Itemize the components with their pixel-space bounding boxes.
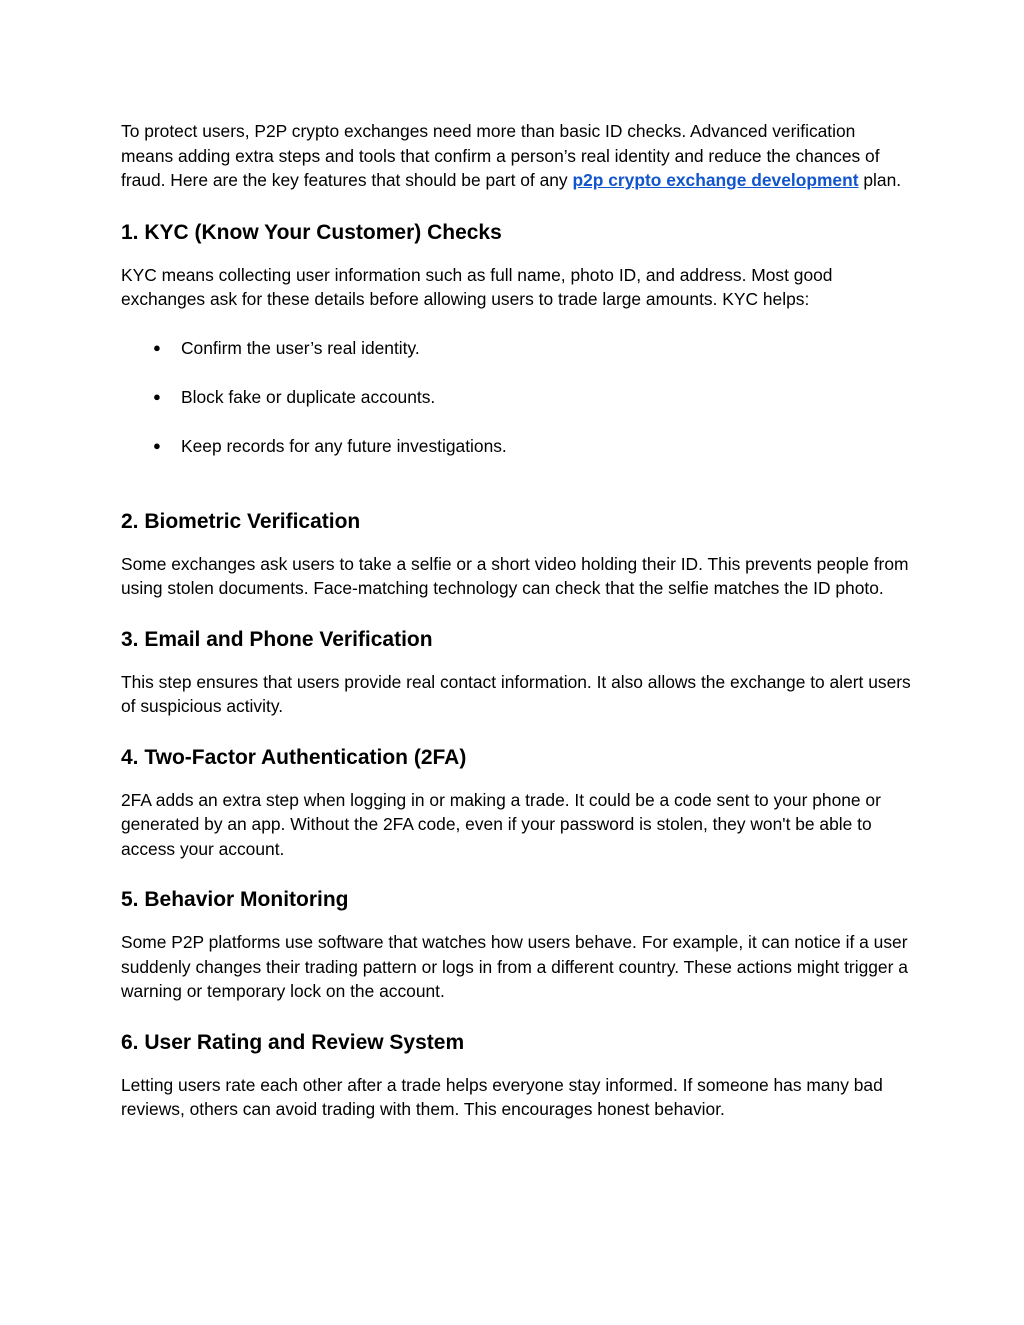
spacer: [121, 483, 911, 508]
section-heading: 4. Two-Factor Authentication (2FA): [121, 745, 467, 769]
list-item-text: Block fake or duplicate accounts.: [181, 386, 436, 407]
section-body: Some P2P platforms use software that watches how users behave. For example, it can notice if a user suddenly changes their trading pattern or logs in from a different country. These actions might trigger a warning or temporary lock on the account.: [121, 932, 908, 1001]
section-2fa: [121, 744, 911, 862]
list-item-text: Confirm the user’s real identity.: [181, 337, 420, 358]
section-kyc: [121, 219, 911, 508]
bullet-icon: ●: [153, 437, 161, 453]
section-user-rating: [121, 1029, 911, 1122]
intro-paragraph: [121, 119, 911, 193]
kyc-bullet-list: [121, 336, 911, 459]
section-heading: 1. KYC (Know Your Customer) Checks: [121, 220, 502, 244]
section-body: KYC means collecting user information such as full name, photo ID, and address. Most good exchanges ask for these details before allowing users to trade large amounts. KYC helps:: [121, 264, 833, 309]
list-item-text: Keep records for any future investigations.: [181, 435, 507, 456]
section-heading: 6. User Rating and Review System: [121, 1030, 465, 1054]
intro-text-before-link: To protect users, P2P crypto exchanges need more than basic ID checks. Advanced verification means adding extra steps and tools that confirm a person’s real identity and reduce the chances of fraud. Here are the key features that should be part of any: [121, 121, 880, 190]
intro-text-after-link: plan.: [858, 170, 902, 190]
p2p-crypto-exchange-development-link[interactable]: p2p crypto exchange development: [572, 170, 859, 190]
section-body: Some exchanges ask users to take a selfie or a short video holding their ID. This prevents people from using stolen documents. Face-matching technology can check that the selfie matches the ID photo.: [121, 553, 909, 598]
section-email-phone: [121, 626, 911, 719]
section-heading: 2. Biometric Verification: [121, 509, 361, 533]
list-item: [121, 336, 911, 361]
section-body: Letting users rate each other after a trade helps everyone stay informed. If someone has many bad reviews, others can avoid trading with them. This encourages honest behavior.: [121, 1074, 883, 1119]
section-heading: 3. Email and Phone Verification: [121, 627, 433, 651]
list-item: [121, 434, 911, 459]
section-biometric: [121, 508, 911, 601]
section-body: 2FA adds an extra step when logging in or making a trade. It could be a code sent to your phone or generated by an app. Without the 2FA code, even if your password is stolen, they won't be able to access your account.: [121, 789, 881, 859]
section-behavior-monitoring: [121, 886, 911, 1004]
section-heading: 5. Behavior Monitoring: [121, 888, 349, 911]
list-item: [121, 385, 911, 410]
document-page: [121, 119, 911, 1147]
bullet-icon: ●: [153, 388, 161, 404]
bullet-icon: ●: [153, 339, 161, 355]
section-body: This step ensures that users provide real contact information. It also allows the exchange to alert users of suspicious activity.: [121, 671, 911, 716]
